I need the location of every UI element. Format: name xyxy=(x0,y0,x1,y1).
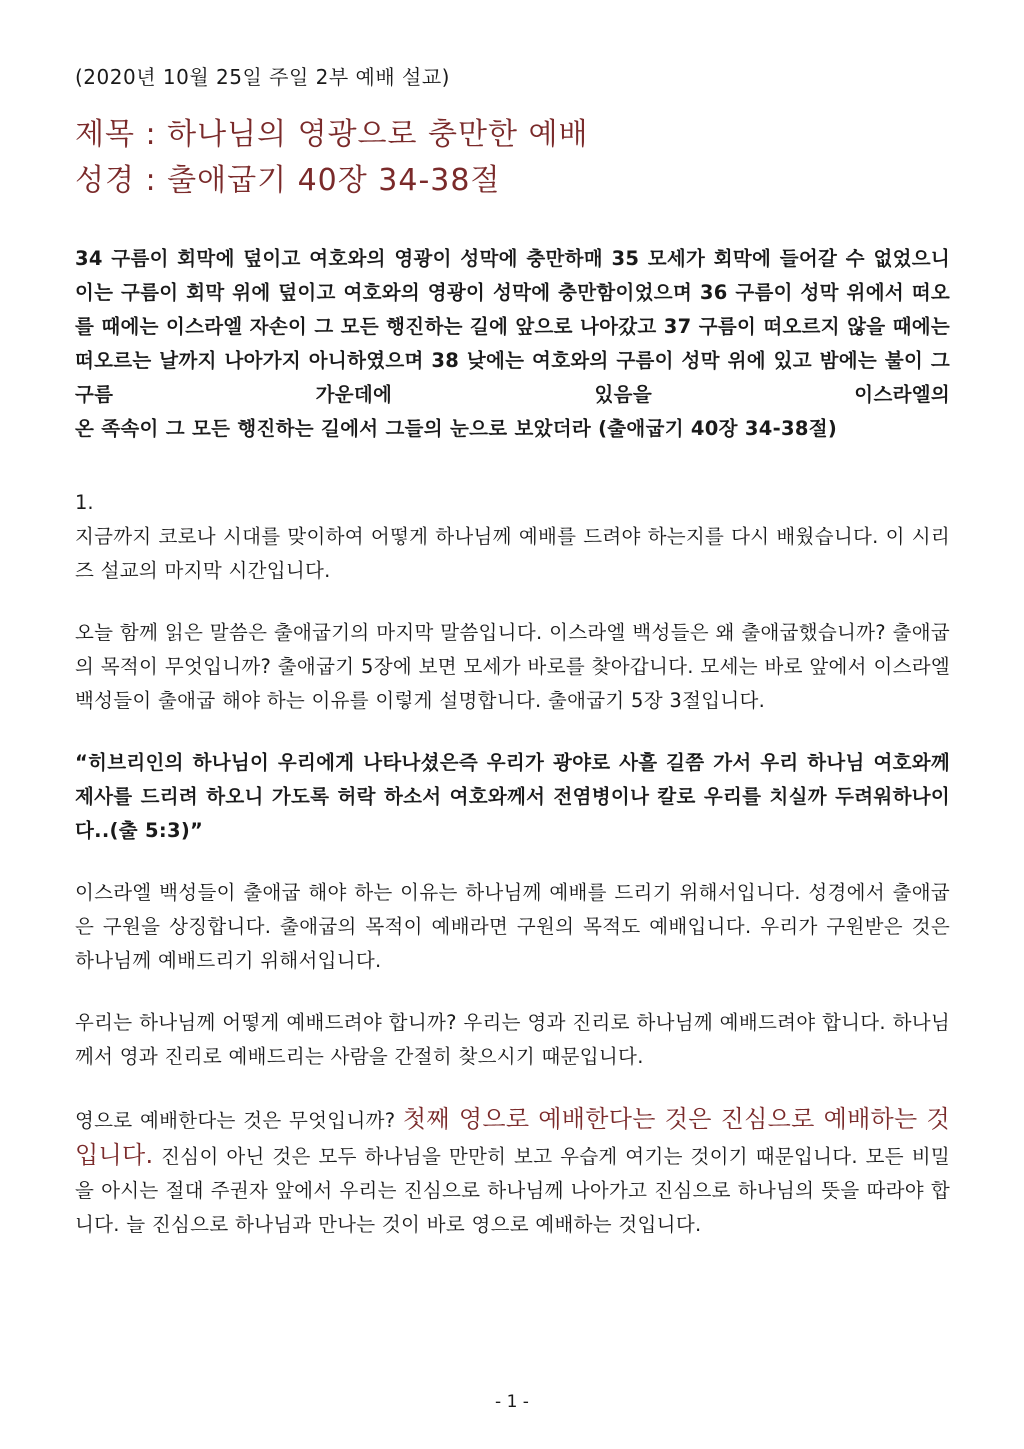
paragraph-exodus-purpose: 오늘 함께 읽은 말씀은 출애굽기의 마지막 말씀입니다. 이스라엘 백성들은 왜 출애굽했습니까? 출애굽의 목적이 무엇입니까? 출애굽기 5장에 보면 모세가 바로를 찾아갑니다. 모세는 바로 앞에서 이스라엘 백성들이 출애굽 해야 하는 이유를 이렇게 설명합니다. 출애굽기 5장 3절입니다. xyxy=(75,621,950,712)
section-number: 1. xyxy=(75,491,94,514)
sermon-scripture-reference: 성경 : 출애굽기 40장 34-38절 xyxy=(75,163,501,198)
scripture-quote: “히브리인의 하나님이 우리에게 나타나셨은즉 우리가 광야로 사흘 길쯤 가서 우리 하나님 여호와께 제사를 드리려 하오니 가도록 허락 하소서 여호와께서 전염병이나 칼로 우리를 치실까 두려워하나이다..(출 5:3)” xyxy=(75,751,950,842)
paragraph-spirit-worship xyxy=(75,1102,950,1242)
emphasized-statement: 첫째 영으로 예배한다는 것은 진심으로 예배하는 것입니다. xyxy=(75,1105,950,1169)
scripture-passage-last-line: 온 족속이 그 모든 행진하는 길에서 그들의 눈으로 보았더라 (출애굽기 40장 34-38절) xyxy=(75,417,838,440)
page-number: - 1 - xyxy=(495,1392,529,1412)
sermon-date-note: (2020년 10월 25일 주일 2부 예배 설교) xyxy=(75,65,450,89)
scripture-passage-text: 34 구름이 회막에 덮이고 여호와의 영광이 성막에 충만하매 35 모세가 회막에 들어갈 수 없었으니 이는 구름이 회막 위에 덮이고 여호와의 영광이 성막에 충만함이었으며 36 구름이 성막 위에서 떠오를 때에는 이스라엘 자손이 그 모든 행진하는 길에 앞으로 나아갔고 37 구름이 떠오르지 않을 때에는 떠오르는 날까지 나아가지 아니하였으며 38 낮에는 여호와의 구름이 성막 위에 있고 밤에는 불이 그 구름 가운데에 있음을 이스라엘의 xyxy=(75,247,950,406)
paragraph-spirit-truth: 우리는 하나님께 어떻게 예배드려야 합니까? 우리는 영과 진리로 하나님께 예배드려야 합니다. 하나님께서 영과 진리로 예배드리는 사람을 간절히 찾으시기 때문입니다. xyxy=(75,1011,950,1068)
paragraph-spirit-worship-rest: 진심이 아닌 것은 모두 하나님을 만만히 보고 우습게 여기는 것이기 때문입니다. 모든 비밀을 아시는 절대 주권자 앞에서 우리는 진심으로 하나님께 나아가고 진심으로 하나님의 뜻을 따라야 합니다. 늘 진심으로 하나님과 만나는 것이 바로 영으로 예배하는 것입니다. xyxy=(75,1145,950,1236)
document-page xyxy=(75,62,950,1242)
paragraph-intro: 지금까지 코로나 시대를 맞이하여 어떻게 하나님께 예배를 드려야 하는지를 다시 배웠습니다. 이 시리즈 설교의 마지막 시간입니다. xyxy=(75,525,950,582)
scripture-passage xyxy=(75,242,950,446)
paragraph-worship-reason: 이스라엘 백성들이 출애굽 해야 하는 이유는 하나님께 예배를 드리기 위해서입니다. 성경에서 출애굽은 구원을 상징합니다. 출애굽의 목적이 예배라면 구원의 목적도 예배입니다. 우리가 구원받은 것은 하나님께 예배드리기 위해서입니다. xyxy=(75,881,950,972)
sermon-title: 제목 : 하나님의 영광으로 충만한 예배 xyxy=(75,117,589,152)
paragraph-spirit-worship-start: 영으로 예배한다는 것은 무엇입니까? xyxy=(75,1109,403,1132)
